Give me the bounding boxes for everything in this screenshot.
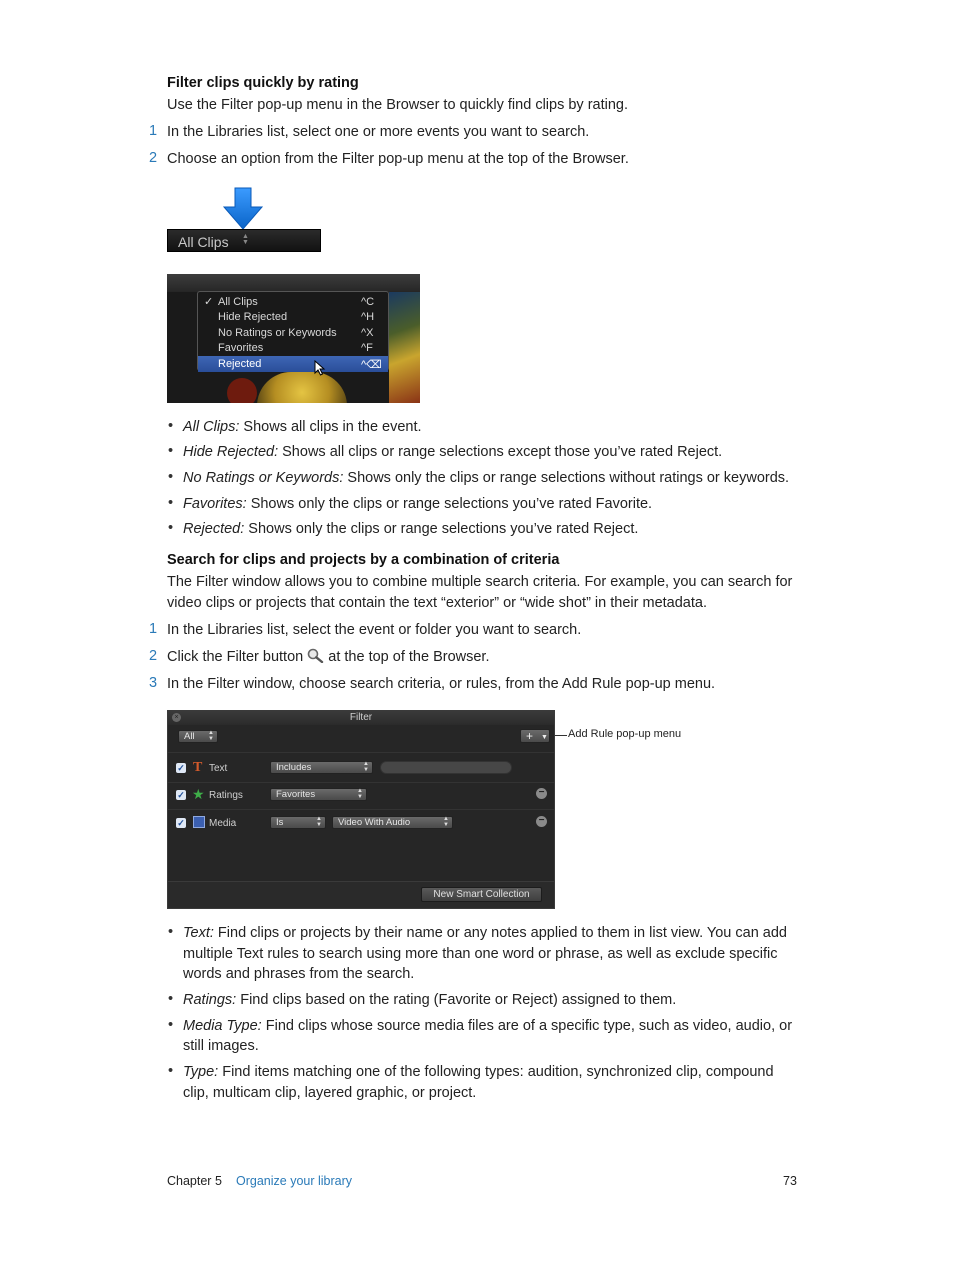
list-item-term: Rejected: (183, 521, 245, 537)
star-icon: ★ (192, 786, 205, 802)
step-text-after: at the top of the Browser. (328, 649, 490, 665)
ratings-rule-checkbox[interactable]: ✓ (177, 790, 185, 800)
bullet-icon: • (168, 443, 174, 459)
menu-item-rejected[interactable] (198, 356, 388, 372)
text-rule-checkbox[interactable]: ✓ (177, 763, 185, 773)
plus-icon: + (526, 729, 534, 743)
list-item-term: Text: (183, 925, 214, 941)
list-item (183, 1062, 774, 1083)
list-item (183, 417, 422, 438)
step-text: In the Libraries list, select the event or folder you want to search. (167, 622, 582, 638)
checkmark-icon: ✓ (204, 296, 214, 308)
bullet-icon: • (168, 495, 174, 511)
text-rule-search-field[interactable] (380, 761, 512, 774)
list-item-desc: still images. (183, 1038, 259, 1054)
all-clips-filter-popup[interactable] (167, 229, 321, 252)
menu-item-shortcut: ^H (361, 311, 375, 323)
match-popup[interactable] (178, 730, 218, 743)
bullet-icon: • (168, 469, 174, 485)
step-text (167, 647, 489, 668)
popup-label: Includes (276, 762, 312, 773)
match-popup-label: All (184, 731, 195, 742)
section-heading-combination-search: Search for clips and projects by a combination of criteria (167, 552, 560, 568)
filter-window-bottom-bar (168, 881, 554, 909)
list-item-desc: Find items matching one of the following types: audition, synchronized clip, compound (218, 1064, 774, 1080)
footer-chapter: Chapter 5 (167, 1174, 222, 1188)
menu-item-no-ratings-or-keywords[interactable] (198, 325, 388, 341)
list-item-term: Favorites: (183, 496, 247, 512)
page-number: 73 (783, 1174, 797, 1188)
filter-window (167, 710, 555, 909)
down-arrow-icon (222, 187, 264, 231)
list-item-term: All Clips: (183, 419, 240, 435)
menu-item-shortcut: ^F (361, 342, 373, 354)
media-rule-label: Media (209, 818, 237, 829)
menu-item-label: Rejected (218, 357, 262, 370)
list-item-desc: Shows only the clips or range selections you’ve rated Reject. (244, 521, 639, 537)
film-icon (193, 816, 205, 828)
stepper-arrows-icon: ▲ ▼ (443, 816, 449, 828)
list-item (183, 442, 722, 463)
list-item-desc: Find clips or projects by their name or any notes applied to them in list view. You can add (213, 925, 787, 941)
menu-item-shortcut: ^X (361, 326, 374, 339)
menu-item-label: Favorites (218, 342, 264, 354)
stepper-arrows-icon: ▲ ▼ (316, 816, 322, 828)
text-rule-icon: T (193, 760, 203, 775)
clip-thumbnail (227, 378, 257, 403)
step-number: 1 (149, 621, 158, 637)
all-clips-label: All Clips (178, 234, 229, 250)
magnifier-icon (307, 648, 324, 663)
bullet-icon: • (168, 520, 174, 536)
ratings-rule-operator-popup[interactable] (270, 788, 367, 801)
add-rule-callout: Add Rule pop-up menu (568, 728, 682, 740)
list-item-term: Hide Rejected: (183, 444, 279, 460)
step-text-before: Click the Filter button (167, 649, 304, 665)
list-item (183, 494, 652, 515)
stepper-arrows-icon: ▲ ▼ (357, 788, 363, 800)
popup-label: Favorites (276, 789, 316, 800)
list-item (183, 519, 638, 540)
menu-item-label: All Clips (218, 295, 258, 308)
menu-item-shortcut: ^C (361, 295, 375, 308)
media-rule-operator-popup[interactable] (270, 816, 326, 829)
clip-thumbnail (257, 372, 347, 403)
filter-window-titlebar (168, 711, 554, 725)
filter-popup-menu-screenshot (167, 274, 420, 403)
list-item-desc: Find clips based on the rating (Favorite or Reject) assigned to them. (236, 992, 677, 1008)
list-item-term: Type: (183, 1064, 219, 1080)
toolbar-strip (167, 274, 420, 292)
mouse-pointer-icon (314, 360, 326, 376)
step-text: In the Libraries list, select one or more events you want to search. (167, 124, 590, 140)
ratings-rule-label: Ratings (209, 790, 243, 801)
list-item-desc: Find clips whose source media files are of a specific type, such as video, audio, or (261, 1018, 793, 1034)
bullet-icon: • (168, 991, 174, 1007)
menu-item-hide-rejected[interactable] (198, 310, 388, 326)
section-intro: Use the Filter pop-up menu in the Browser to quickly find clips by rating. (167, 97, 628, 113)
step-number: 2 (149, 150, 158, 166)
chevron-down-icon: ▼ (541, 734, 548, 741)
list-item-desc: words and phrases from the search. (183, 966, 415, 982)
add-rule-button[interactable] (520, 729, 550, 743)
list-item (183, 923, 787, 944)
list-item-desc: multiple Text rules to search using more than one word or phrase, as well as exclude specific (183, 946, 778, 962)
divider (168, 809, 554, 810)
list-item (183, 990, 676, 1011)
section-intro-line: video clips or projects that contain the text “exterior” or “wide shot” in their metadata. (167, 595, 707, 611)
step-number: 2 (149, 648, 158, 664)
section-heading-filter-by-rating: Filter clips quickly by rating (167, 75, 359, 91)
list-item-desc: Shows all clips in the event. (239, 419, 422, 435)
list-item-term: Ratings: (183, 992, 237, 1008)
stepper-arrows-icon: ▲ ▼ (208, 730, 214, 742)
list-item-term: No Ratings or Keywords: (183, 470, 344, 486)
new-smart-collection-button[interactable]: New Smart Collection (421, 887, 542, 902)
step-number: 3 (149, 675, 158, 691)
callout-leader-line (555, 735, 567, 736)
media-rule-value-popup[interactable] (332, 816, 453, 829)
list-item (183, 468, 789, 489)
stepper-arrows-icon: ▲ ▼ (242, 233, 249, 246)
divider (168, 752, 554, 753)
bullet-icon: • (168, 1017, 174, 1033)
text-rule-label: Text (209, 763, 228, 774)
text-rule-operator-popup[interactable] (270, 761, 373, 774)
filter-menu (197, 291, 389, 371)
menu-item-label: Hide Rejected (218, 311, 288, 323)
remove-rule-icon[interactable]: − (536, 788, 547, 799)
section-intro-line: The Filter window allows you to combine multiple search criteria. For example, you can search for (167, 574, 793, 590)
menu-item-shortcut: ^⌫ (361, 358, 382, 371)
step-text: In the Filter window, choose search criteria, or rules, from the Add Rule pop-up menu. (167, 676, 716, 692)
menu-item-label: No Ratings or Keywords (218, 326, 337, 339)
clip-thumbnail (389, 292, 420, 403)
bullet-icon: • (168, 1063, 174, 1079)
menu-item-favorites[interactable] (198, 341, 388, 357)
filter-window-title: Filter (349, 712, 373, 723)
bullet-icon: • (168, 924, 174, 940)
list-item-term: Media Type: (183, 1018, 262, 1034)
list-item-desc: Shows only the clips or range selections without ratings or keywords. (343, 470, 790, 486)
step-number: 1 (149, 123, 158, 139)
list-item-desc: clip, multicam clip, layered graphic, or project. (183, 1085, 477, 1101)
popup-label: Is (276, 817, 284, 828)
divider (168, 782, 554, 783)
step-text: Choose an option from the Filter pop-up menu at the top of the Browser. (167, 151, 629, 167)
media-rule-checkbox[interactable]: ✓ (177, 818, 185, 828)
list-item-desc: Shows only the clips or range selections you’ve rated Favorite. (246, 496, 653, 512)
close-icon[interactable]: × (172, 713, 181, 722)
menu-item-all-clips[interactable] (198, 294, 388, 310)
remove-rule-icon[interactable]: − (536, 816, 547, 827)
footer-chapter-link[interactable]: Organize your library (236, 1174, 353, 1188)
stepper-arrows-icon: ▲ ▼ (363, 761, 369, 773)
list-item (183, 1016, 792, 1037)
list-item-desc: Shows all clips or range selections except those you’ve rated Reject. (278, 444, 723, 460)
bullet-icon: • (168, 418, 174, 434)
popup-label: Video With Audio (338, 817, 411, 828)
